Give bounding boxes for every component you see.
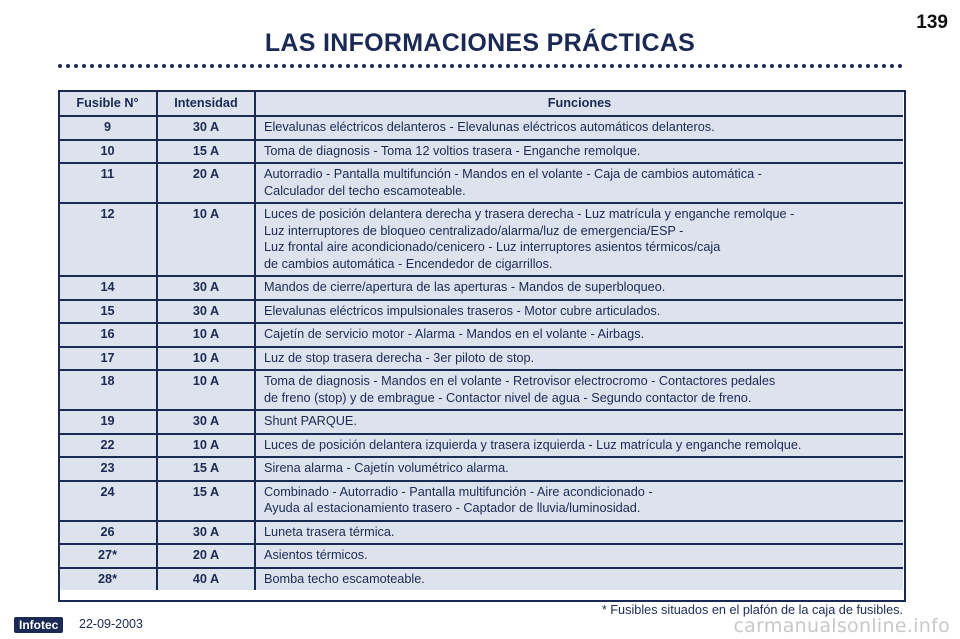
fuse-number-cell: 26 — [59, 521, 157, 545]
function-line: Ayuda al estacionamiento trasero - Captador de lluvia/luminosidad. — [264, 501, 641, 515]
fuse-functions-cell — [255, 116, 903, 140]
page-number: 139 — [916, 12, 948, 33]
table-row — [59, 323, 903, 347]
fuse-functions-cell — [255, 481, 903, 521]
table-row — [59, 521, 903, 545]
fuse-number-cell: 18 — [59, 370, 157, 410]
watermark: carmanualsonline.info — [733, 615, 950, 637]
function-line: Luz interruptores de bloqueo centralizado/alarma/luz de emergencia/ESP - — [264, 223, 684, 238]
fuse-number-cell: 15 — [59, 300, 157, 324]
dotted-divider — [58, 64, 903, 68]
table-row — [59, 370, 903, 410]
function-line: Autorradio - Pantalla multifunción - Mandos en el volante - Caja de cambios automática - — [264, 167, 762, 181]
function-line: Cajetín de servicio motor - Alarma - Mandos en el volante - Airbags. — [264, 327, 645, 341]
fuse-number-cell: 19 — [59, 410, 157, 434]
fuse-functions-cell — [255, 370, 903, 410]
table-row — [59, 457, 903, 481]
fuse-number-cell: 11 — [59, 163, 157, 203]
fuse-functions-cell — [255, 163, 903, 203]
function-line: Asientos térmicos. — [264, 548, 368, 562]
function-line: Toma de diagnosis - Toma 12 voltios trasera - Enganche remolque. — [264, 143, 641, 158]
column-header-fuse: Fusible N° — [59, 91, 157, 116]
table-row — [59, 116, 903, 140]
fuse-functions-cell — [255, 140, 903, 164]
fuse-intensity-cell: 15 A — [157, 481, 255, 521]
fuse-number-cell: 24 — [59, 481, 157, 521]
table-row — [59, 163, 903, 203]
table-row — [59, 276, 903, 300]
function-line: Luneta trasera térmica. — [264, 524, 395, 539]
function-line: Mandos de cierre/apertura de las aperturas - Mandos de superbloqueo. — [264, 280, 666, 294]
function-line: Calculador del techo escamoteable. — [264, 183, 466, 198]
page-title: LAS INFORMACIONES PRÁCTICAS — [264, 29, 696, 57]
fuse-table-body — [59, 116, 903, 590]
function-line: Elevalunas eléctricos impulsionales traseros - Motor cubre articulados. — [264, 303, 661, 318]
fuse-functions-cell — [255, 347, 903, 371]
function-line: Shunt PARQUE. — [264, 414, 357, 428]
fuse-functions-cell — [255, 568, 903, 591]
fuse-functions-cell — [255, 434, 903, 458]
fuse-intensity-cell: 40 A — [157, 568, 255, 591]
table-row — [59, 544, 903, 568]
table-row — [59, 300, 903, 324]
function-line: de cambios automática - Encendedor de cigarrillos. — [264, 256, 553, 271]
fuse-intensity-cell: 10 A — [157, 370, 255, 410]
fuse-intensity-cell: 30 A — [157, 276, 255, 300]
print-date: 22-09-2003 — [79, 617, 143, 631]
column-header-functions: Funciones — [255, 91, 903, 116]
function-line: Luces de posición delantera derecha y trasera derecha - Luz matrícula y enganche remolque - — [264, 207, 795, 221]
fuse-intensity-cell: 30 A — [157, 116, 255, 140]
fuse-functions-cell — [255, 544, 903, 568]
fuse-number-cell: 10 — [59, 140, 157, 164]
footnote: * Fusibles situados en el plafón de la caja de fusibles. — [601, 603, 903, 617]
fuse-intensity-cell: 10 A — [157, 434, 255, 458]
fuse-number-cell: 14 — [59, 276, 157, 300]
fuse-functions-cell — [255, 410, 903, 434]
fuse-number-cell: 22 — [59, 434, 157, 458]
function-line: Toma de diagnosis - Mandos en el volante - Retrovisor electrocromo - Contactores pedales — [264, 374, 776, 388]
fuse-number-cell: 23 — [59, 457, 157, 481]
fuse-functions-cell — [255, 521, 903, 545]
column-header-intensity: Intensidad — [157, 91, 255, 116]
table-row — [59, 481, 903, 521]
fuse-number-cell: 9 — [59, 116, 157, 140]
function-line: Luces de posición delantera izquierda y trasera izquierda - Luz matrícula y enganche remolque. — [264, 437, 802, 452]
table-header-row — [59, 91, 903, 116]
function-line: de freno (stop) y de embrague - Contactor nivel de agua - Segundo contactor de freno. — [264, 390, 752, 405]
fuse-number-cell: 17 — [59, 347, 157, 371]
table-row — [59, 568, 903, 591]
fuse-number-cell: 12 — [59, 203, 157, 276]
fuse-number-cell: 27* — [59, 544, 157, 568]
fuse-functions-cell — [255, 457, 903, 481]
fuse-number-cell: 16 — [59, 323, 157, 347]
function-line: Luz frontal aire acondicionado/cenicero - Luz interruptores asientos térmicos/caja — [264, 240, 721, 254]
fuse-intensity-cell: 20 A — [157, 544, 255, 568]
fuse-intensity-cell: 30 A — [157, 410, 255, 434]
function-line: Elevalunas eléctricos delanteros - Elevalunas eléctricos automáticos delanteros. — [264, 120, 715, 134]
table-row — [59, 203, 903, 276]
fuse-functions-cell — [255, 323, 903, 347]
table-row — [59, 347, 903, 371]
fuse-functions-cell — [255, 276, 903, 300]
function-line: Bomba techo escamoteable. — [264, 571, 425, 586]
brand-logo: Infotec — [14, 617, 63, 633]
function-line: Sirena alarma - Cajetín volumétrico alarma. — [264, 461, 509, 475]
fuse-intensity-cell: 10 A — [157, 347, 255, 371]
table-row — [59, 434, 903, 458]
fuse-intensity-cell: 10 A — [157, 323, 255, 347]
fuse-functions-cell — [255, 203, 903, 276]
function-line: Combinado - Autorradio - Pantalla multifunción - Aire acondicionado - — [264, 484, 653, 499]
fuse-functions-cell — [255, 300, 903, 324]
fuse-intensity-cell: 30 A — [157, 521, 255, 545]
fuse-intensity-cell: 30 A — [157, 300, 255, 324]
fuse-intensity-cell: 10 A — [157, 203, 255, 276]
fuse-intensity-cell: 15 A — [157, 140, 255, 164]
fuse-number-cell: 28* — [59, 568, 157, 591]
fuse-intensity-cell: 15 A — [157, 457, 255, 481]
fuse-intensity-cell: 20 A — [157, 163, 255, 203]
fuse-table — [59, 91, 903, 590]
table-row — [59, 410, 903, 434]
table-row — [59, 140, 903, 164]
function-line: Luz de stop trasera derecha - 3er piloto de stop. — [264, 350, 535, 365]
